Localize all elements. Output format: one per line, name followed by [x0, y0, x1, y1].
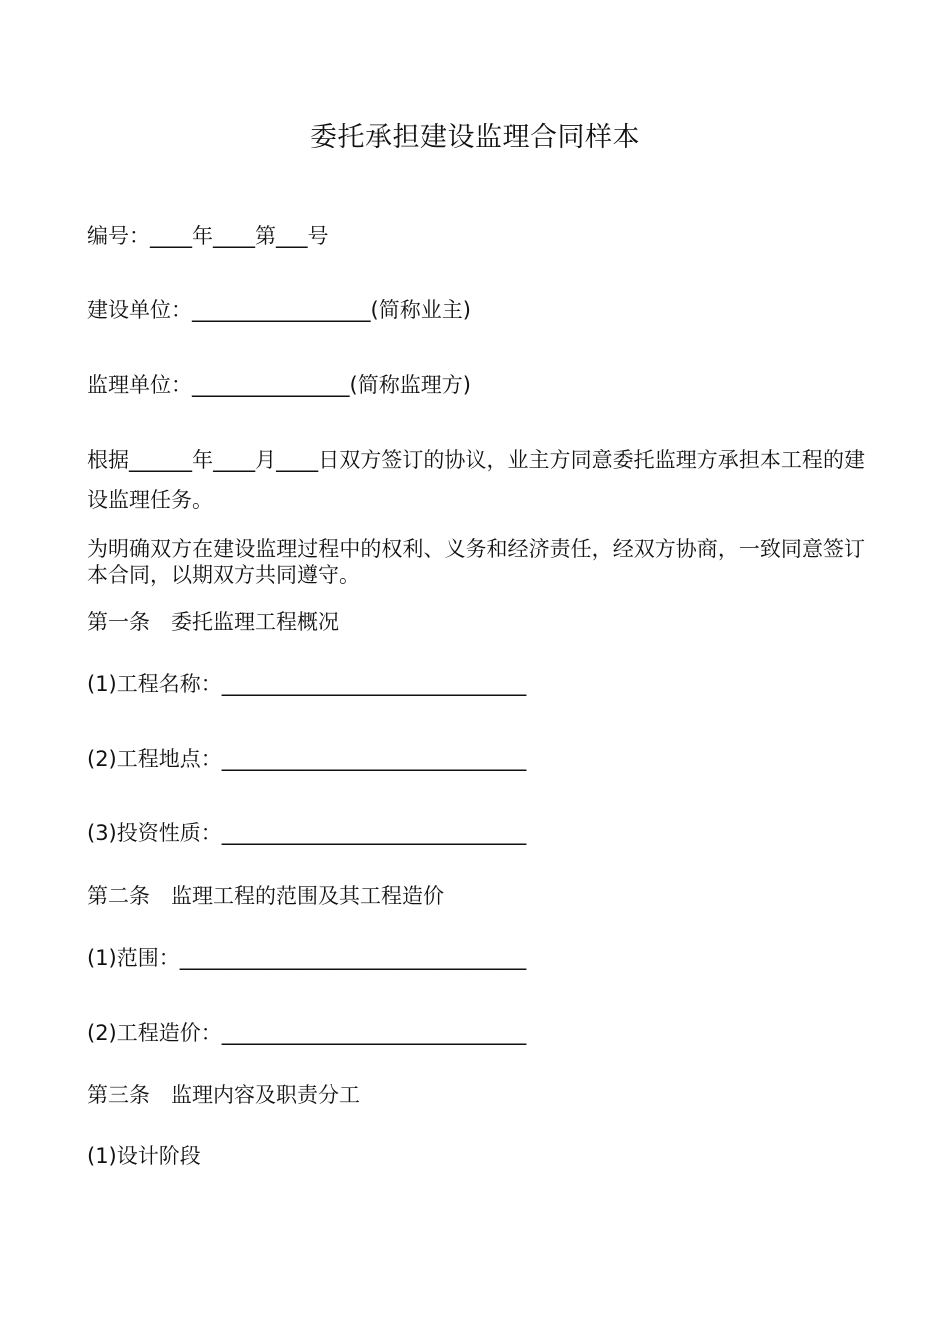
article-1-item-project-location: (2)工程地点：_____________________________	[87, 747, 527, 771]
contract-number-line: 编号：____年____第___号	[87, 224, 329, 248]
purpose-paragraph: 为明确双方在建设监理过程中的权利、义务和经济责任，经双方协商，一致同意签订本合同，以期双方共同遵守。	[87, 537, 865, 587]
article-1-item-project-name: (1)工程名称：_____________________________	[87, 672, 527, 696]
owner-line: 建设单位：_________________(简称业主)	[87, 298, 471, 322]
document-title: 委托承担建设监理合同样本	[310, 122, 640, 153]
article-2-item-cost: (2)工程造价：_____________________________	[87, 1021, 527, 1045]
article-3-heading: 第三条 监理内容及职责分工	[87, 1083, 360, 1107]
article-3-item-design-stage: (1)设计阶段	[87, 1144, 201, 1168]
article-2-heading: 第二条 监理工程的范围及其工程造价	[87, 884, 444, 908]
supervisor-line: 监理单位：_______________(简称监理方)	[87, 373, 471, 397]
article-1-item-investment-nature: (3)投资性质：_____________________________	[87, 821, 527, 845]
article-1-heading: 第一条 委托监理工程概况	[87, 610, 339, 634]
article-2-item-scope: (1)范围：_________________________________	[87, 946, 527, 970]
agreement-paragraph: 根据______年____月____日双方签订的协议，业主方同意委托监理方承担本工程的建设监理任务。	[87, 448, 865, 512]
